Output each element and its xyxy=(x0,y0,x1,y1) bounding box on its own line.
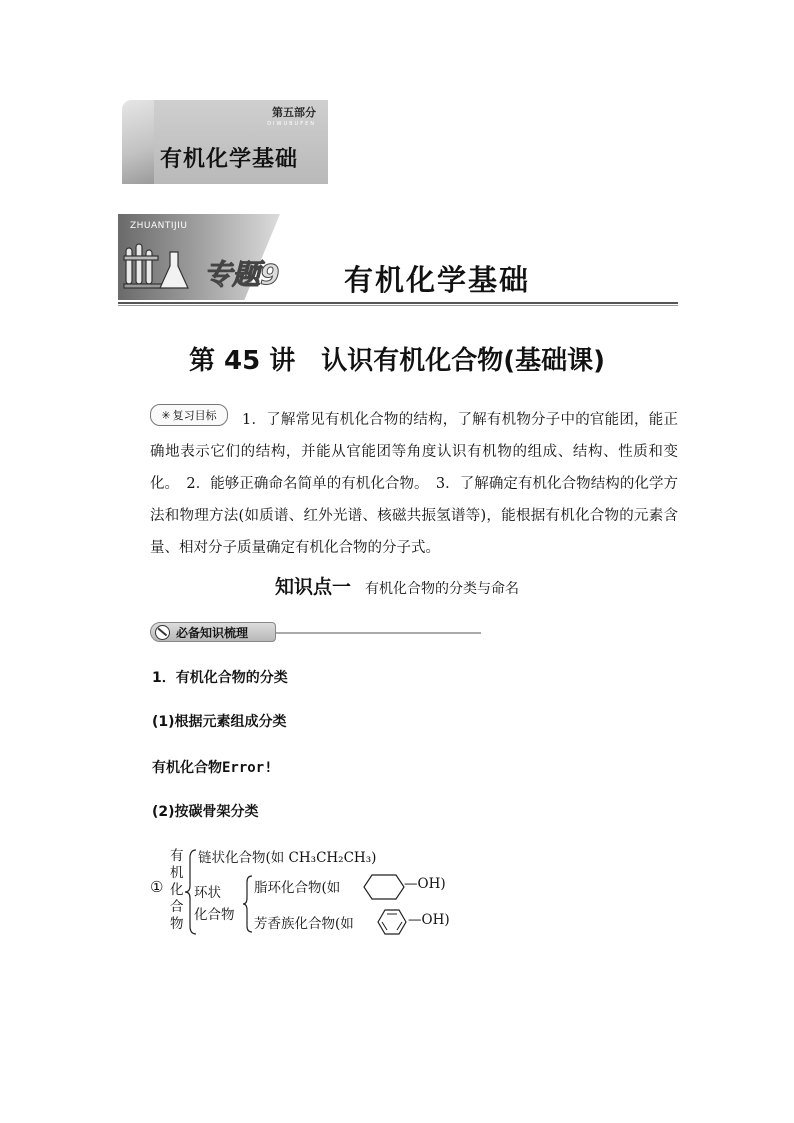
topic-divider-thin xyxy=(118,305,678,306)
topic-title: 有机化学基础 xyxy=(344,263,531,297)
knowledge-point-subtitle: 有机化合物的分类与命名 xyxy=(365,581,519,597)
aromatic-oh-group: —OH) xyxy=(408,912,450,928)
error-line xyxy=(152,757,273,777)
no-entry-icon xyxy=(155,625,170,640)
part-pinyin: DIWUBUFEN xyxy=(267,121,316,127)
part-label: 第五部分 xyxy=(272,106,316,119)
classification-diagram xyxy=(150,844,480,944)
root-label xyxy=(170,848,184,933)
topic-pinyin: ZHUANTIJIU xyxy=(130,221,188,231)
ring-label xyxy=(194,882,235,926)
root-char: 合 xyxy=(170,899,184,915)
review-paragraph xyxy=(150,404,678,564)
error-line-prefix: 有机化合物 xyxy=(152,760,222,776)
root-char: 有 xyxy=(170,848,184,864)
lecture-title: 第 45 讲 认识有机化合物(基础课) xyxy=(188,346,606,376)
heading-classification: 1．有机化合物的分类 xyxy=(152,670,288,686)
part-banner xyxy=(122,100,328,184)
section-rule xyxy=(276,632,481,634)
benzene-ring-icon xyxy=(374,906,410,938)
knowledge-point-heading xyxy=(0,572,794,599)
chain-compound: 链状化合物(如 CH₃CH₂CH₃) xyxy=(198,850,377,866)
sparkle-icon: ✳ xyxy=(161,408,171,422)
root-char: 机 xyxy=(170,865,184,881)
subheading-by-carbon-skeleton: (2)按碳骨架分类 xyxy=(152,804,259,820)
ring-label-line: 化合物 xyxy=(194,907,235,923)
aromatic-compound: 芳香族化合物(如 xyxy=(254,916,354,932)
alicyclic-oh-group: —OH) xyxy=(404,876,446,892)
part-title: 有机化学基础 xyxy=(160,147,299,172)
root-char: 物 xyxy=(170,916,184,932)
topic-divider xyxy=(118,302,678,304)
error-text: Error! xyxy=(222,760,273,776)
review-text: 1．了解常见有机化合物的结构，了解有机物分子中的官能团，能正确地表示它们的结构，并能从官能团等角度认识有机物的组成、结构、性质和变化。 2．能够正确命名简单的有机化合物。 3．了解确定有机化合物结构的化学方法和物理方法(如质谱、红外光谱、核磁共振氢谱等)，能根据有机化合物的元素含量、相对分子质量确定有机化合物的分子式。 xyxy=(150,412,678,556)
ring-label-line: 环状 xyxy=(194,885,221,901)
inner-brace xyxy=(242,874,254,934)
banner-fold-decoration xyxy=(122,100,154,184)
lab-glassware-icon xyxy=(122,236,192,300)
section-badge-label: 必备知识梳理 xyxy=(176,625,249,640)
alicyclic-compound: 脂环化合物(如 xyxy=(254,880,341,896)
topic-label: 专题9 xyxy=(204,258,280,291)
item-marker: ① xyxy=(150,878,164,896)
knowledge-point-label: 知识点一 xyxy=(274,576,351,598)
cyclohexane-ring-icon xyxy=(358,872,410,902)
section-badge xyxy=(150,622,276,642)
review-badge-label: 复习目标 xyxy=(172,409,217,422)
subheading-by-elements: (1)根据元素组成分类 xyxy=(152,714,287,730)
root-char: 化 xyxy=(170,882,184,898)
